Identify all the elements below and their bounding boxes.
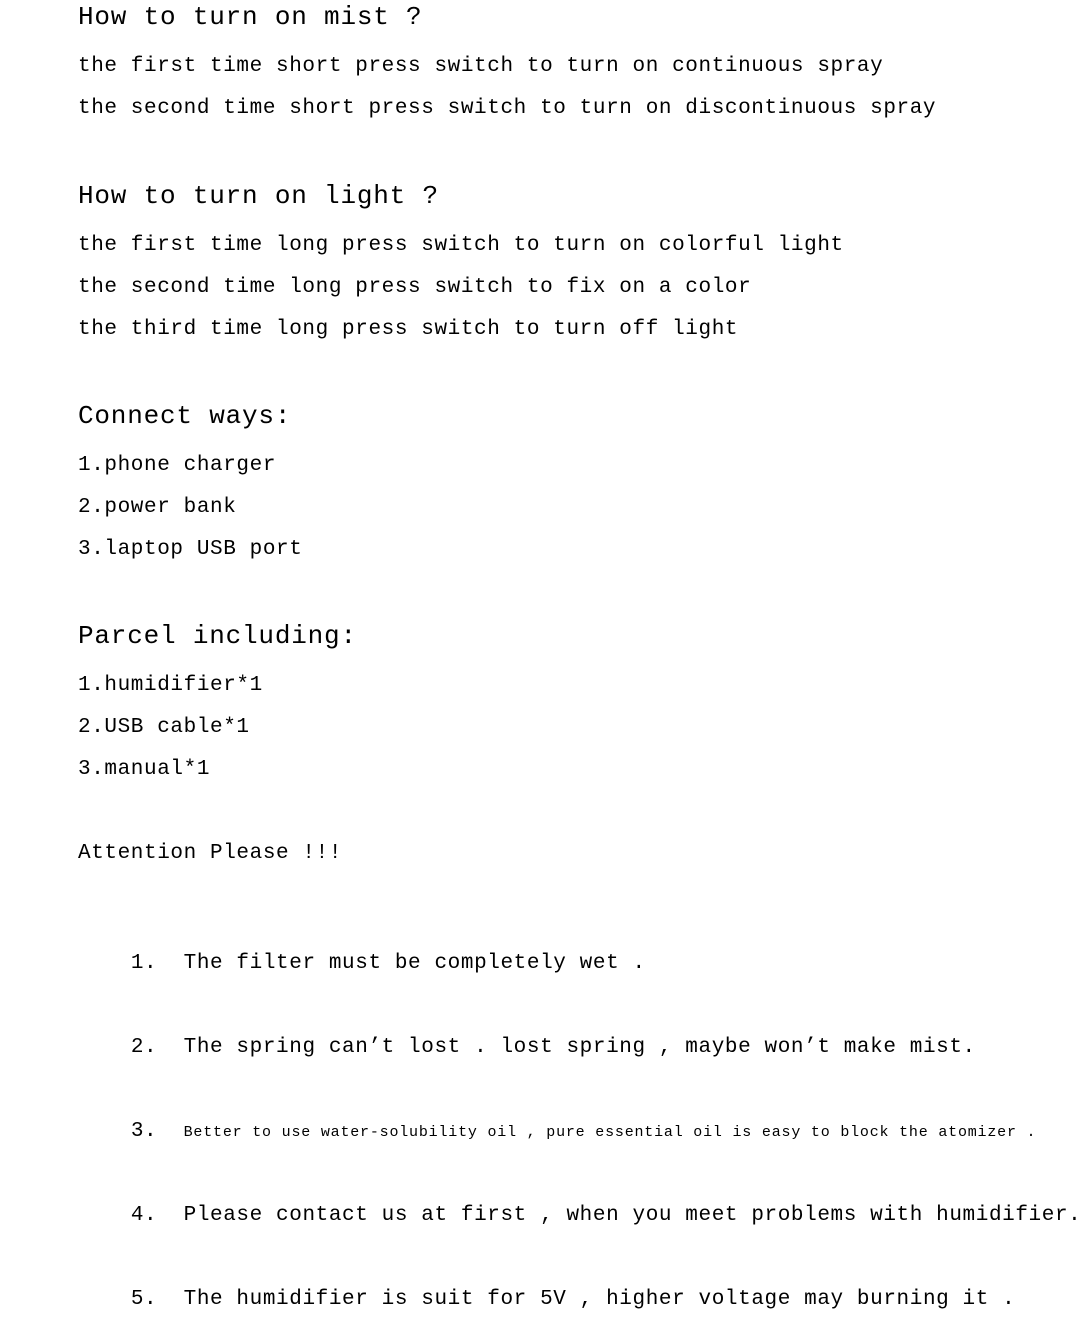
- light-instruction-line: the second time long press switch to fix on a color: [78, 276, 752, 299]
- attention-heading: Attention Please !!!: [78, 842, 343, 865]
- parcel-item: 1.humidifier*1: [78, 674, 263, 697]
- attention-item: [78, 1261, 1015, 1339]
- attention-item: [78, 1177, 1081, 1255]
- connect-item: 2.power bank: [78, 496, 237, 519]
- attention-item-text: The humidifier is suit for 5V , higher voltage may burning it .: [183, 1288, 1016, 1311]
- attention-item-number: 2.: [130, 1036, 158, 1059]
- connect-item: 3.laptop USB port: [78, 538, 303, 561]
- mist-instruction-line: the second time short press switch to turn on discontinuous spray: [78, 97, 937, 120]
- light-instruction-line: the first time long press switch to turn on colorful light: [78, 234, 844, 257]
- light-instruction-line: the third time long press switch to turn off light: [78, 318, 739, 341]
- attention-item: [78, 1009, 976, 1087]
- mist-heading: How to turn on mist ?: [78, 2, 423, 32]
- parcel-heading: Parcel including:: [78, 621, 357, 651]
- attention-item-number: 5.: [130, 1288, 158, 1311]
- attention-item-number: 1.: [130, 952, 158, 975]
- parcel-item: 2.USB cable*1: [78, 716, 250, 739]
- attention-item-number: 3.: [130, 1120, 158, 1143]
- connect-item: 1.phone charger: [78, 454, 277, 477]
- parcel-item: 3.manual*1: [78, 758, 211, 781]
- light-heading: How to turn on light ?: [78, 181, 439, 211]
- attention-item-text: The spring can’t lost . lost spring , maybe won’t make mist.: [183, 1036, 976, 1059]
- attention-item: [78, 1093, 1036, 1172]
- attention-item-text: Better to use water-solubility oil , pure essential oil is easy to block the atomizer .: [183, 1124, 1037, 1141]
- attention-item-text: Please contact us at first , when you meet problems with humidifier.: [183, 1204, 1081, 1227]
- mist-instruction-line: the first time short press switch to turn on continuous spray: [78, 55, 884, 78]
- attention-item-number: 4.: [130, 1204, 158, 1227]
- attention-item: [78, 925, 646, 1003]
- attention-item-text: The filter must be completely wet .: [183, 952, 646, 975]
- connect-heading: Connect ways:: [78, 401, 292, 431]
